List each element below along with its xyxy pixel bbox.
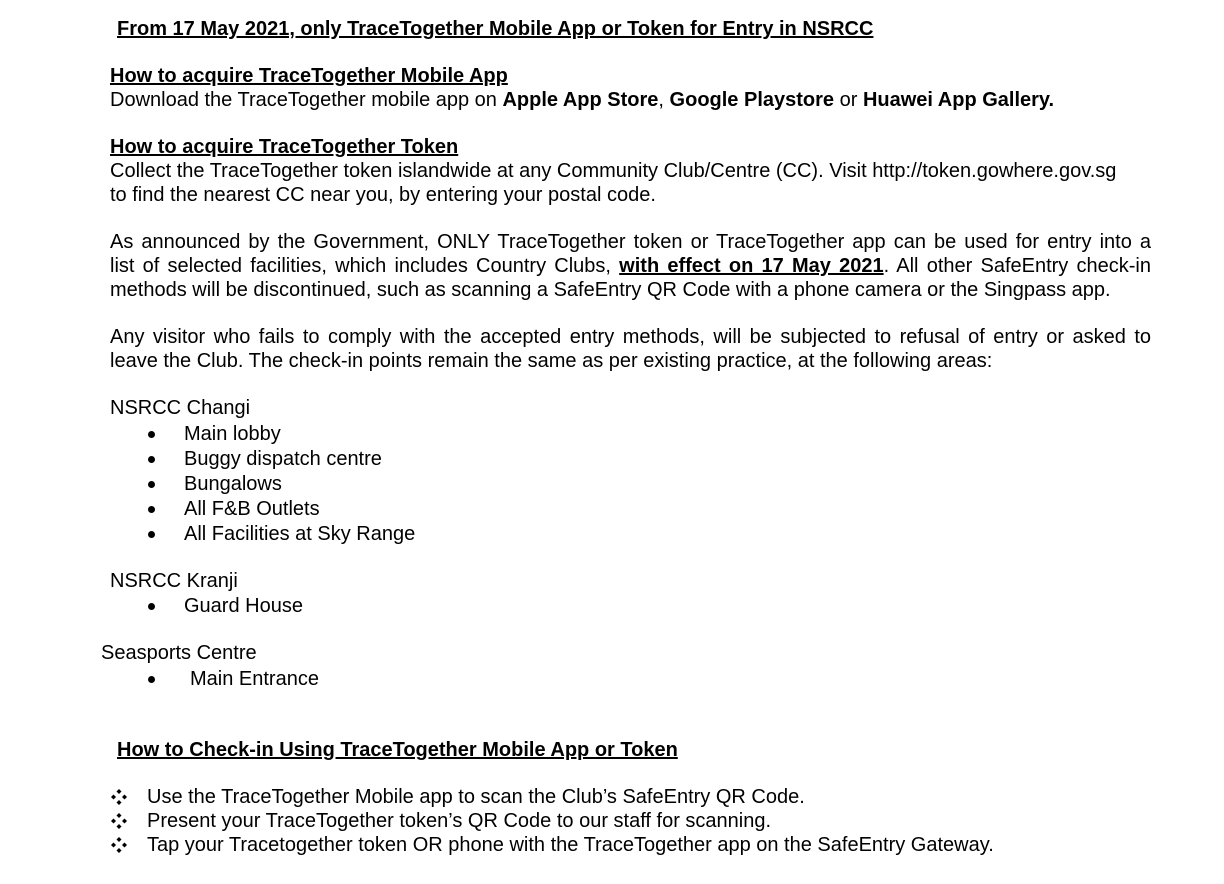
four-diamond-bullet-icon	[110, 836, 128, 854]
bullet-dot-icon	[148, 506, 155, 513]
store-apple: Apple App Store	[502, 89, 659, 111]
token-text-line2: to find the nearest CC near you, by entering your postal code.	[110, 184, 656, 206]
location-point: Bungalows	[184, 473, 282, 495]
four-diamond-bullet-icon	[110, 788, 128, 806]
bullet-dot-icon	[148, 456, 155, 463]
location-name: NSRCC Kranji	[110, 570, 238, 592]
separator-or: or	[834, 89, 863, 111]
bullet-dot-icon	[148, 676, 155, 683]
app-section-heading: How to acquire TraceTogether Mobile App	[110, 65, 508, 87]
visitor-notice-line1: Any visitor who fails to comply with the accepted entry methods, will be subjected to refusal of entry or asked to	[110, 326, 1151, 348]
checkin-step: Tap your Tracetogether token OR phone with the TraceTogether app on the SafeEntry Gateway.	[147, 834, 994, 856]
announcement-line2-suffix: . All other SafeEntry check-in	[883, 255, 1151, 277]
store-google: Google Playstore	[669, 89, 835, 111]
location-name: Seasports Centre	[101, 642, 257, 664]
location-point: Guard House	[184, 595, 303, 617]
effective-date-emphasis: with effect on 17 May 2021	[619, 255, 884, 277]
app-download-text	[110, 88, 1054, 112]
bullet-dot-icon	[148, 531, 155, 538]
location-point: All F&B Outlets	[184, 498, 320, 520]
checkin-step: Use the TraceTogether Mobile app to scan the Club’s SafeEntry QR Code.	[147, 786, 805, 808]
checkin-section-heading: How to Check-in Using TraceTogether Mobile App or Token	[117, 739, 678, 761]
announcement-line3: methods will be discontinued, such as scanning a SafeEntry QR Code with a phone camera or the Singpass app.	[110, 279, 1111, 301]
location-point: Main Entrance	[190, 668, 319, 690]
store-huawei: Huawei App Gallery.	[862, 89, 1055, 111]
announcement-line2	[110, 254, 1151, 278]
location-point: Buggy dispatch centre	[184, 448, 382, 470]
checkin-step: Present your TraceTogether token’s QR Code to our staff for scanning.	[147, 810, 772, 832]
bullet-dot-icon	[148, 481, 155, 488]
page-title: From 17 May 2021, only TraceTogether Mobile App or Token for Entry in NSRCC	[117, 18, 874, 40]
separator-comma: ,	[658, 89, 670, 111]
location-name: NSRCC Changi	[110, 397, 251, 419]
location-point: Main lobby	[184, 423, 281, 445]
token-section-heading: How to acquire TraceTogether Token	[110, 136, 459, 158]
token-text-line1: Collect the TraceTogether token islandwide at any Community Club/Centre (CC). Visit http://token.gowhere.gov.sg	[110, 160, 1117, 182]
app-download-prefix: Download the TraceTogether mobile app on	[110, 89, 503, 111]
four-diamond-bullet-icon	[110, 812, 128, 830]
announcement-line2-prefix: list of selected facilities, which includes Country Clubs,	[110, 255, 620, 277]
announcement-line1: As announced by the Government, ONLY TraceTogether token or TraceTogether app can be used for entry into a	[110, 231, 1151, 253]
visitor-notice-paragraph	[110, 325, 1151, 373]
visitor-notice-line2: leave the Club. The check-in points remain the same as per existing practice, at the following areas:	[110, 350, 993, 372]
location-point: All Facilities at Sky Range	[184, 523, 416, 545]
announcement-paragraph	[110, 230, 1151, 302]
bullet-dot-icon	[148, 603, 155, 610]
bullet-dot-icon	[148, 431, 155, 438]
